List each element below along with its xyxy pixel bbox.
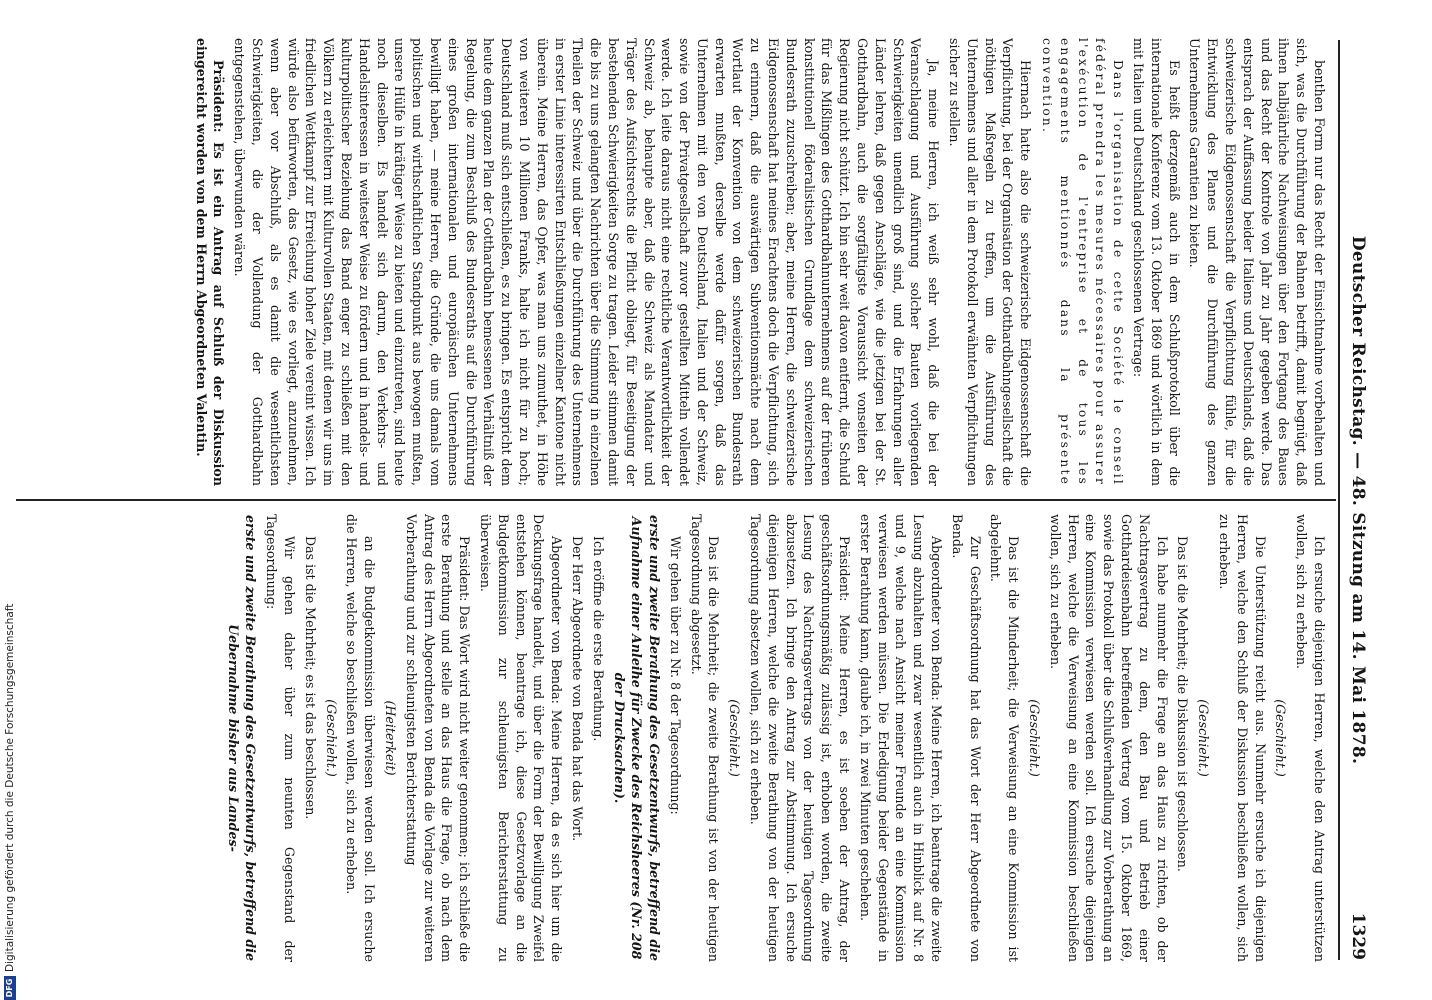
paragraph: Ich eröffne die erste Berathung. — [590, 536, 606, 742]
paragraph: Es heißt derzgemäß auch in dem Schlußprotokoll über die internationale Konferenz vom 13. Oktober 1869 und wörtlich in dem mit Italien und Deutschland geschlossenen Vertrage: — [1131, 38, 1182, 486]
paragraph: Der Herr Abgeordnete von Benda hat das Wort. — [569, 536, 585, 842]
column-divider — [16, 499, 1336, 501]
stage-direction: (Heiterkeit) — [382, 700, 398, 776]
stage-direction: (Geschieht.) — [323, 699, 339, 777]
paragraph: Präsident: Das Wort wird nicht weiter genommen; ich schließe die erste Berathung und stelle an das Haus die Frage, ob nach dem Antrag des Herrn Abgeordneten von Benda die Vorlage zur weiteren Vorberathung und zur schleunigsten Berichterstattung — [403, 514, 473, 962]
paragraph: Das ist die Mehrheit; die Diskussion ist geschlossen. — [1175, 536, 1191, 872]
digitization-caption — [4, 600, 20, 1000]
paragraph: Präsident: Meine Herren, es ist soeben der Antrag, der geschäftsordnungsmäßig zulässig ist, erhoben worden, die zweite Lesung des Nachtragsvertrags von der heutigen Tagesordnung abzusetzen. Ich bringe den Antrag zur Abstimmung. Ich ersuche diejenigen Herren, welche die zweite Berathung von der heutigen Tagesordnung absetzen wollen, sich zu erheben. — [748, 514, 853, 962]
paragraph: Das ist die Mehrheit; die zweite Berathung ist von der heutigen Tagesordnung abgesetzt. — [688, 514, 722, 962]
quoted-convention-text: Dans l'organisation de cette Société le conseil fédéral prendra les mesures nécessaires pour assurer l'exécution de l'entreprise et de tous les engagements mentionnés dans la présente convention. — [1040, 38, 1126, 486]
paragraph: Das ist die Mehrheit; es ist das beschlossen. — [302, 536, 318, 820]
stage-direction: (Geschieht.) — [727, 699, 743, 777]
paragraph: Wir gehen daher über zum neunten Gegenstand der Tagesordnung: — [264, 514, 297, 962]
paragraph: an die Budgetkommission überwiesen werden soll. Ich ersuche die Herren, welche so beschließen wollen, sich zu erheben. — [344, 514, 378, 962]
paragraph: Zur Geschäftsordnung hat das Wort der Herr Abgeordnete von Benda. — [949, 514, 983, 962]
page-header — [1338, 40, 1368, 960]
agenda-item: erste und zweite Berathung des Gesetzentwurfs, betreffend die Aufnahme einer Anleihe für Zwecke des Reichsheeres (Nr. 208 der Drucksachen). — [611, 514, 663, 962]
paragraph: Abgeordneter von Benda: Meine Herren, da es sich hier um die Deckungsfrage handelt, und über die Form der Bewilligung Zweifel entstehen können, beantrage ich, diese Gesetzvorlage an die Budgetkommission zur schleunigsten Berichterstattung zu überweisen. — [477, 514, 565, 962]
paragraph: Wir gehen über zu Nr. 8 der Tagesordnung: — [667, 536, 683, 815]
paragraph: Präsident: Es ist ein Antrag auf Schluß der Diskussion eingereicht worden von dem Herrn Abgeordneten Valentin. — [193, 38, 227, 486]
page-title: Deutscher Reichstag. — 48. Sitzung am 14. Mai 1878. — [1348, 235, 1368, 765]
page-number: 1329 — [1348, 912, 1368, 960]
paragraph: benthen Form nur das Recht der Einsichtnahme vorbehalten und sich, was die Durchführung der Bahnen betrifft, damit begnügt, daß ihnen halbjährliche Nachweisungen über den Fortgang des Baues und das Recht der Kontrole von Jahr zu Jahr gegeben werde. Das entsprach der Auffassung beider Italiens und Deutschlands, daß die schweizerische Eidgenossenschaft die Verpflichtung fühle, für die Entwicklung des Planes und die Durchführung des ganzen Unternehmens Garantien zu bieten. — [1187, 38, 1327, 486]
paragraph: Das ist die Minderheit; die Verweisung an eine Kommission ist abgelehnt. — [988, 514, 1022, 962]
paragraph: Abgeordneter von Benda: Meine Herren, ich beantrage die zweite Lesung abzuhalten und zwar wesentlich auch in Hinblick auf Nr. 8 und 9, welche nach Ansicht meiner Freunde an eine Kommission verwiesen werden müssen. Die Erledigung beider Gegenstände in erster Berathung kann, glaube ich, in zwei Minuten geschehen. — [857, 514, 945, 962]
paragraph: Ich ersuche diejenigen Herren, welche den Antrag unterstützen wollen, sich zu erheben. — [1294, 514, 1327, 962]
stage-direction: (Geschieht.) — [1196, 699, 1212, 777]
agenda-item: erste und zweite Berathung des Gesetzentwurfs, betreffend die Uebernahme bisher aus Landes- — [225, 514, 259, 962]
paragraph: Ich habe nunmehr die Frage an das Haus zu richten, ob der Nachtragsvertrag zu dem, den Bau und Betrieb einer Gotthardeisenbahn betreffenden Vertrag vom 15. Oktober 1869, sowie das Protokoll über die Schlußverhandlung zur Vorberathung an eine Kommission verwiesen werden soll. Ich ersuche diejenigen Herren, welche die Verweisung an eine Kommission beschließen wollen, sich zu erheben. — [1047, 514, 1170, 962]
paragraph: Ja, meine Herren, ich weiß sehr wohl, daß die bei der Veranschlagung und Ausführung solcher Bauten vorliegenden Schwierigkeiten unendlich groß sind, und die Erfahrungen aller Länder lehren, daß gegen Anschläge, wie die jetzigen bei der St. Gotthardbahn, auch die sorgfältigste Voraussicht vonseiten der Regierung nicht schützt. Ich bin sehr weit davon entfernt, die Schuld für das Mißlingen des Gotthardbahnunternehmens auf der früheren konstitutionell föderalistischen Grundlage dem schweizerischen Bundesrath zuzuschreiben; aber, meine Herren, die schweizerische Eidgenossenschaft hat meines Erachtens doch die Verpflichtung, sich zu erinnern, daß die auswärtigen Subventionsmächte nach dem Wortlaut der Konvention von dem schweizerischen Bundesrath erwarten mußten, derselbe werde dafür sorgen, daß das Unternehmen mit den von Deutschland, Italien und der Schweiz, sowie von der Privatgesellschaft zuvor gestellten Mitteln vollendet werde. Ich leite daraus nicht eine rechtliche Verantwortlichkeit der Schweiz ab, behaupte aber, daß die Schweiz als Mandatar und Träger des Aufsichtsrechts die Pflicht obliegt, für Beseitigung der bestehenden Schwierigkeiten Sorge zu tragen. Leider stimmen damit die bis zu uns gelangten Nachrichten über die Stimmung in einzelnen Theilen der Schweiz und über die Durchführung des Unternehmens in erster Linie interessirten Entschließungen einzelner Kantone nicht überein. Meine Herren, das Opfer, was man uns zumuthet, in Höhe von weiteren 10 Millionen Franks, halte ich nicht für zu hoch; Deutschland muß sich entschließen, es zu bringen. Es entspricht dem heute dem ganzen Plan der Gotthardbahn bemessenen Verhältniß der Regelung, die zum Beschluß des Bundesraths auf die Durchführung eines großen internationalen und europäischen Unternehmens bewilligt haben, — meine Herren, die Gründe, die uns damals vom politischen und wirthschaftlichen Standpunkt aus bewogen mußten, unsere Hülfe in kräftiger Weise zu bieten und einzutreten, sind heute noch dieselben. Es handelt sich darum, den Verkehrs- und Handelsinteressen in weitester Weise zu fördern und in handels- und kulturpolitischer Beziehung das Band enger zu schließen mit den Völkern zu erleichtern mit Kulturvollen Staaten, mit denen wir uns im friedlichen Wettkampf zur Erreichung hoher Ziele vereint wissen. Ich würde also befürworten, das Gesetz, wie es vorliegt, anzunehmen, wenn aber vor Abschluß, als es damit die wesentlichsten Schwierigkeiten, die der Vollendung der Gotthardbahn entgegenstehen, überwunden wären. — [232, 38, 942, 486]
caption-text: Digitalisierung gefördert durch die Deutsche Forschungsgemeinschaft — [4, 603, 16, 972]
stage-direction: (Geschieht.) — [1027, 699, 1043, 777]
stage-direction: (Geschieht.) — [1273, 699, 1289, 777]
header-rule — [1338, 40, 1340, 960]
dfg-logo-icon: DFG — [4, 976, 16, 1000]
paragraph: Die Unterstützung reicht aus. Nunmehr ersuche ich diejenigen Herren, welche den Schluß der Diskussion beschließen wollen, sich zu erheben. — [1217, 514, 1268, 962]
left-column — [18, 38, 1328, 486]
right-column — [18, 514, 1328, 962]
paragraph: Hiernach hatte also die schweizerische Eidgenossenschaft die Verpflichtung, bei der Organisation der Gotthardbahngesellschaft die nöthigen Maßregeln zu treffen, um die Ausführung des Unternehmens und aller in dem Protokoll erwähnten Verpflichtungen sicher zu stellen. — [947, 38, 1034, 486]
